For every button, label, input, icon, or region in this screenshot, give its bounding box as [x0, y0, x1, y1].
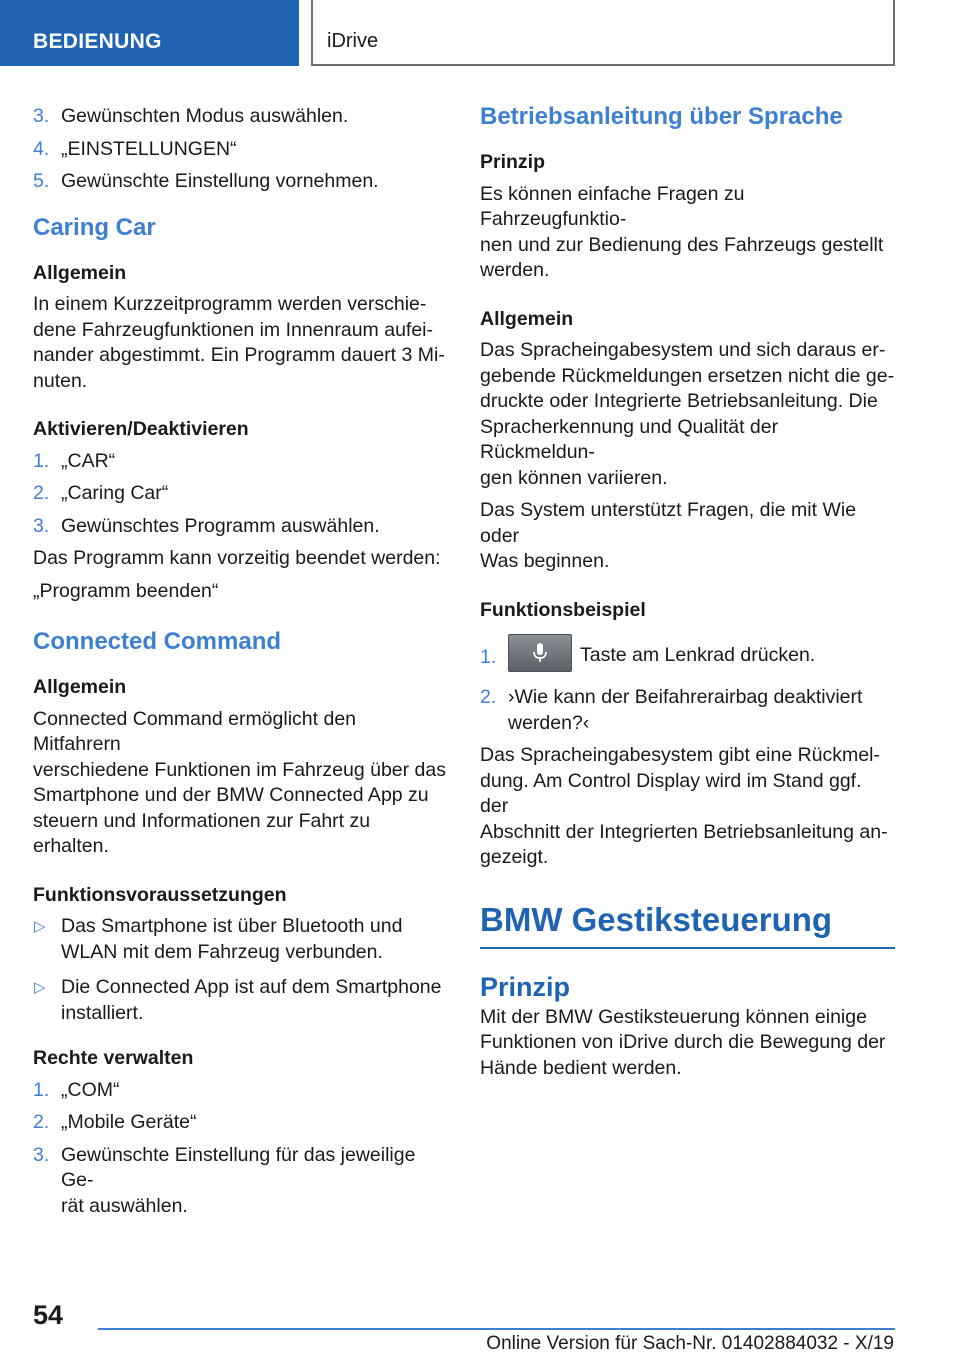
text-line: WLAN mit dem Fahrzeug verbunden. — [61, 940, 383, 963]
gesture-control-heading: BMW Gestiksteuerung — [480, 899, 895, 949]
bullet-triangle-icon: ▷ — [34, 979, 46, 996]
section-label: BEDIENUNG — [33, 30, 162, 53]
requirements-heading: Funktionsvoraussetzungen — [33, 883, 287, 906]
voice-manual-heading: Betriebsanleitung über Sprache — [480, 103, 843, 130]
list-item — [33, 914, 448, 965]
voice-principle-heading: Prinzip — [480, 151, 546, 173]
step-text: „Caring Car“ — [61, 482, 169, 504]
step-text: „CAR“ — [61, 449, 116, 472]
connected-general-text — [33, 707, 448, 860]
text-line: werden?‹ — [508, 711, 590, 734]
caring-steps — [33, 449, 448, 540]
example-heading: Funktionsbeispiel — [480, 598, 646, 621]
list-item — [33, 449, 448, 475]
list-item — [33, 1110, 448, 1136]
text-line: steuern und Informationen zur Fahrt zu erhalten. — [33, 809, 371, 857]
microphone-icon — [508, 634, 572, 672]
caring-general-heading: Allgemein — [33, 261, 127, 284]
text-line: Funktionen von iDrive durch die Bewegung der — [480, 1031, 886, 1053]
list-item — [480, 685, 895, 736]
text-line: ›Wie kann der Beifahrerairbag deaktiviert — [508, 686, 863, 708]
step-text: Gewünschte Einstellung vornehmen. — [61, 170, 379, 192]
text-line: Hände bedient werden. — [480, 1056, 682, 1079]
text-line: gen können variieren. — [480, 466, 668, 489]
voice-principle-text — [480, 182, 895, 284]
text-line: Was beginnen. — [480, 550, 610, 572]
caring-activate-heading: Aktivieren/Deaktivieren — [33, 418, 249, 440]
voice-result-text — [480, 743, 895, 871]
gesture-principle-text — [480, 1005, 895, 1082]
footer-version-text: Online Version für Sach-Nr. 01402884032 - X/19 — [486, 1333, 894, 1354]
text-line: Das System unterstützt Fragen, die mit Wie oder — [480, 499, 857, 547]
section-tab — [0, 0, 299, 66]
text-line: dene Fahrzeugfunktionen im Innenraum aufei- — [33, 318, 433, 341]
text-line: „Mobile Geräte“ — [61, 1111, 197, 1133]
step-text: Gewünschten Modus auswählen. — [61, 105, 349, 127]
bullet-triangle-icon: ▷ — [34, 918, 46, 935]
step-number: 2. — [33, 1111, 50, 1133]
text-line: Es können einfache Fragen zu Fahrzeugfunktio- — [480, 182, 745, 230]
caring-end-command: „Programm beenden“ — [33, 579, 219, 602]
step-number: 3. — [33, 105, 50, 127]
step-text: Taste am Lenkrad drücken. — [580, 644, 816, 667]
step-number: 4. — [33, 137, 50, 160]
text-line: Smartphone und der BMW Connected App zu — [33, 784, 429, 806]
rights-heading: Rechte verwalten — [33, 1047, 194, 1069]
voice-system-text — [480, 498, 895, 575]
voice-general-heading: Allgemein — [480, 307, 574, 330]
text-line: Die Connected App ist auf dem Smartphone — [61, 976, 442, 998]
text-line: „COM“ — [61, 1078, 120, 1101]
text-line: Das Smartphone ist über Bluetooth und — [61, 915, 403, 937]
step-number: 3. — [33, 514, 50, 537]
text-line: Mit der BMW Gestiksteuerung können einige — [480, 1005, 867, 1028]
step-text: Gewünschtes Programm auswählen. — [61, 514, 380, 537]
text-line: nen und zur Bedienung des Fahrzeugs gestellt — [480, 233, 884, 256]
caring-general-text — [33, 292, 448, 394]
text-line: nander abgestimmt. Ein Programm dauert 3 Mi- — [33, 344, 445, 366]
requirements-list — [33, 914, 448, 1026]
step-number: 1. — [33, 449, 50, 472]
right-column — [480, 98, 895, 1081]
step-text: „EINSTELLUNGEN“ — [61, 137, 237, 160]
list-item — [33, 975, 448, 1026]
text-line: gezeigt. — [480, 846, 549, 868]
text-line: Spracherkennung und Qualität der Rückmeldun- — [480, 415, 779, 463]
text-line: Das Spracheingabesystem und sich daraus er- — [480, 339, 886, 361]
list-item — [33, 514, 448, 540]
text-line: gebende Rückmeldungen ersetzen nicht die ge- — [480, 364, 895, 387]
step-number: 1. — [480, 646, 497, 668]
step-number: 2. — [33, 482, 50, 504]
text-line: werden. — [480, 259, 550, 281]
text-line: dung. Am Control Display wird im Stand ggf. der — [480, 769, 862, 817]
step-number: 1. — [33, 1078, 50, 1101]
text-line: Abschnitt der Integrierten Betriebsanleitung an- — [480, 820, 888, 843]
example-steps — [480, 637, 895, 736]
text-line: rät auswählen. — [61, 1194, 188, 1217]
list-item — [33, 169, 448, 195]
text-line: In einem Kurzzeitprogramm werden verschie- — [33, 293, 427, 315]
left-column — [33, 98, 448, 1226]
footer-divider — [98, 1328, 895, 1330]
caring-car-heading: Caring Car — [33, 213, 156, 241]
text-line: Connected Command ermöglicht den Mitfahrern — [33, 707, 357, 755]
gesture-principle-heading: Prinzip — [480, 971, 571, 1002]
text-line: installiert. — [61, 1001, 144, 1024]
connected-general-heading: Allgemein — [33, 676, 127, 698]
list-item — [33, 481, 448, 507]
text-line: nuten. — [33, 369, 88, 392]
text-line: Gewünschte Einstellung für das jeweilige Ge- — [61, 1143, 416, 1191]
chapter-label: iDrive — [327, 30, 379, 52]
connected-command-heading: Connected Command — [33, 628, 282, 655]
list-item — [33, 137, 448, 163]
step-number: 5. — [33, 170, 50, 192]
page-number: 54 — [33, 1300, 64, 1330]
steps-top — [33, 104, 448, 195]
list-item — [33, 104, 448, 130]
text-line: Das Spracheingabesystem gibt eine Rückmel- — [480, 744, 880, 766]
list-item — [33, 1078, 448, 1104]
step-number: 3. — [33, 1143, 50, 1166]
text-line: druckte oder Integrierte Betriebsanleitung. Die — [480, 390, 878, 412]
chapter-tab — [311, 0, 895, 66]
list-item — [33, 1143, 448, 1220]
list-item — [480, 637, 895, 675]
step-number: 2. — [480, 686, 497, 708]
caring-end-note: Das Programm kann vorzeitig beendet werden: — [33, 547, 441, 569]
text-line: verschiedene Funktionen im Fahrzeug über das — [33, 758, 446, 781]
voice-general-text — [480, 338, 895, 491]
rights-steps — [33, 1078, 448, 1220]
